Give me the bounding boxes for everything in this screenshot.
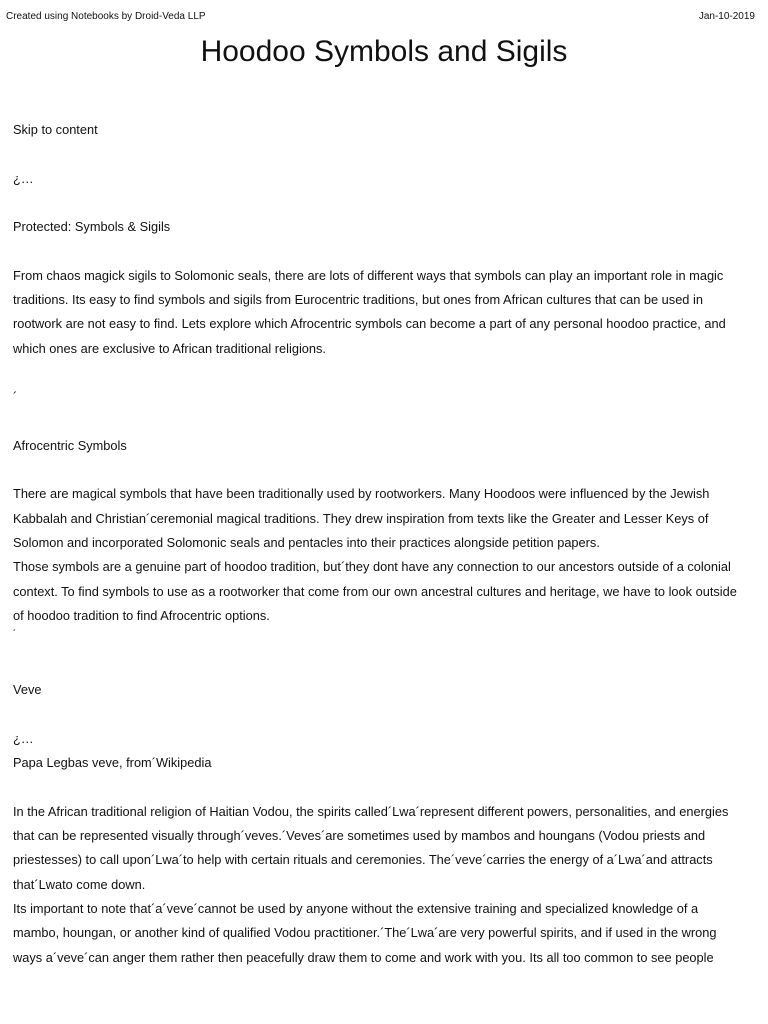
intro-paragraph (13, 264, 753, 361)
text-line: that´Lwato come down. (13, 876, 146, 892)
glyph-line-1: ¿… (13, 170, 34, 186)
skip-to-content-link[interactable]: Skip to content (13, 122, 98, 137)
text-line: From chaos magick sigils to Solomonic seals, there are lots of different ways that symbols can play an important role in magic (13, 267, 724, 283)
text-line: In the African traditional religion of Haitian Vodou, the spirits called´Lwa´represent different powers, personalities, and energies (13, 803, 729, 819)
veve-heading: Veve (13, 682, 42, 698)
page-title: Hoodoo Symbols and Sigils (200, 35, 568, 68)
text-line: priestesses) to call upon´Lwa´to help with certain rituals and ceremonies. The´veve´carries the energy of a´Lwa´and attracts (13, 852, 713, 868)
text-line: traditions. Its easy to find symbols and sigils from Eurocentric traditions, but ones from African cultures that can be used in (13, 292, 703, 308)
tick-mark-2: ´ (13, 629, 17, 641)
text-line: Those symbols are a genuine part of hoodoo tradition, but´they dont have any connection to our ancestors outside of a colonial (13, 559, 731, 575)
text-line: that can be represented visually through´veves.´Veves´are sometimes used by mambos and houngans (Vodou priests and (13, 828, 706, 844)
text-line: There are magical symbols that have been traditionally used by rootworkers. Many Hoodoos were influenced by the Jewish (13, 486, 710, 502)
text-line: of hoodoo tradition to find Afrocentric options. (13, 607, 270, 623)
text-line: Kabbalah and Christian´ceremonial magical traditions. They drew inspiration from texts like the Greater and Lesser Keys of (13, 510, 709, 526)
image-caption: Papa Legbas veve, from´Wikipedia (13, 755, 212, 771)
glyph-line-2: ¿… (13, 730, 34, 746)
protected-heading: Protected: Symbols & Sigils (13, 219, 171, 235)
afrocentric-heading: Afrocentric Symbols (13, 437, 127, 453)
text-line: Its important to note that´a´veve´cannot be used by anyone without the extensive training and specialized knowledge of a (13, 900, 699, 916)
veve-paragraph-2 (13, 897, 753, 970)
document-body (13, 118, 753, 970)
afrocentric-paragraph-1 (13, 482, 753, 555)
text-line: rootwork are not easy to find. Lets explore which Afrocentric symbols can become a part of any personal hoodoo practice, and (13, 316, 726, 332)
tick-mark-1: ´ (13, 389, 18, 405)
header-left-credit: Created using Notebooks by Droid-Veda LLP (6, 11, 206, 22)
veve-paragraph-1 (13, 800, 753, 897)
text-line: ways a´veve´can anger them rather then peacefully draw them to come and work with you. Its all too common to see people (13, 949, 714, 965)
afrocentric-paragraph-2 (13, 555, 753, 628)
text-line: mambo, houngan, or another kind of qualified Vodou practitioner.´The´Lwa´are very powerful spirits, and if used in the wrong (13, 925, 717, 941)
header-date: Jan-10-2019 (698, 11, 755, 22)
text-line: Solomon and incorporated Solomonic seals and pentacles into their practices alongside petition papers. (13, 535, 600, 551)
text-line: context. To find symbols to use as a rootworker that come from our own ancestral cultures and heritage, we have to look outside (13, 583, 737, 599)
text-line: which ones are exclusive to African traditional religions. (13, 340, 326, 356)
